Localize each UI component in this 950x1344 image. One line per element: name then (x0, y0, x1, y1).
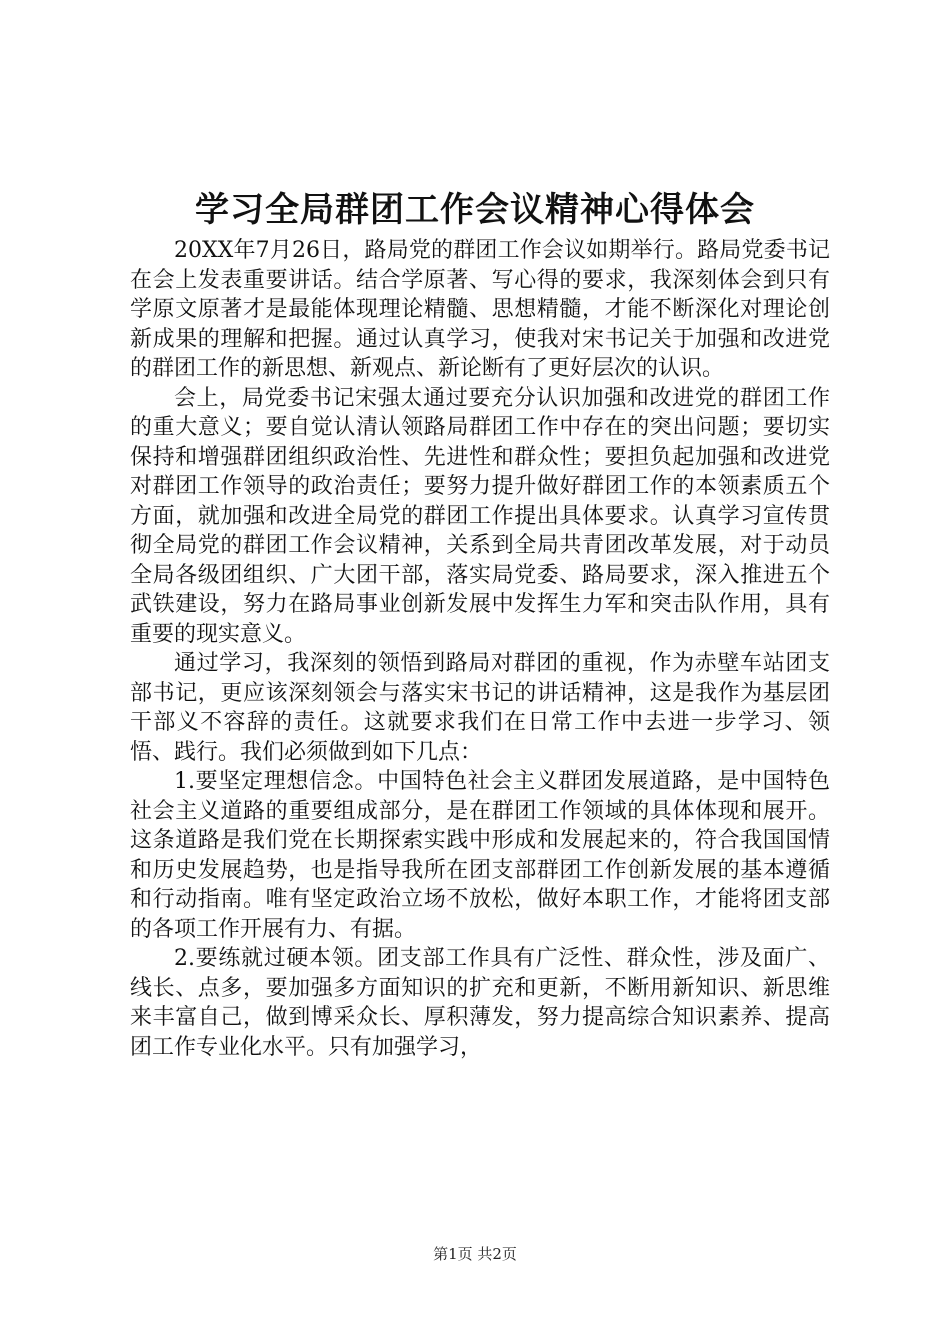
paragraph-4: 1.要坚定理想信念。中国特色社会主义群团发展道路，是中国特色社会主义道路的重要组成部分，是在群团工作领域的具体体现和展开。这条道路是我们党在长期探索实践中形成和发展起来的，符合我国国情和历史发展趋势，也是指导我所在团支部群团工作创新发展的基本遵循和行动指南。唯有坚定政治立场不放松，做好本职工作，才能将团支部的各项工作开展有力、有据。 (130, 769, 830, 942)
paragraph-5: 2.要练就过硬本领。团支部工作具有广泛性、群众性，涉及面广、线长、点多，要加强多方面知识的扩充和更新，不断用新知识、新思维来丰富自己，做到博采众长、厚积薄发，努力提高综合知识素养、提高团工作专业化水平。只有加强学习， (130, 946, 830, 1060)
paragraph-2: 会上，局党委书记宋强太通过要充分认识加强和改进党的群团工作的重大意义；要自觉认清认领路局群团工作中存在的突出问题；要切实保持和增强群团组织政治性、先进性和群众性；要担负起加强和改进党对群团工作领导的政治责任；要努力提升做好群团工作的本领素质五个方面，就加强和改进全局党的群团工作提出具体要求。认真学习宣传贯彻全局党的群团工作会议精神，关系到全局共青团改革发展，对于动员全局各级团组织、广大团干部，落实局党委、路局要求，深入推进五个武铁建设，努力在路局事业创新发展中发挥生力军和突击队作用，具有重要的现实意义。 (130, 385, 830, 647)
document-title: 学习全局群团工作会议精神心得体会 (195, 190, 755, 230)
paragraph-3: 通过学习，我深刻的领悟到路局对群团的重视，作为赤壁车站团支部书记，更应该深刻领会与落实宋书记的讲话精神，这是我作为基层团干部义不容辞的责任。这就要求我们在日常工作中去进一步学习、领悟、践行。我们必须做到如下几点： (130, 651, 830, 765)
page-number-footer: 第1页 共2页 (433, 1245, 517, 1263)
document-body (130, 236, 830, 1062)
paragraph-1: 20XX年7月26日，路局党的群团工作会议如期举行。路局党委书记在会上发表重要讲话。结合学原著、写心得的要求，我深刻体会到只有学原文原著才是最能体现理论精髓、思想精髓，才能不断深化对理论创新成果的理解和把握。通过认真学习，使我对宋书记关于加强和改进党的群团工作的新思想、新观点、新论断有了更好层次的认识。 (130, 238, 830, 381)
